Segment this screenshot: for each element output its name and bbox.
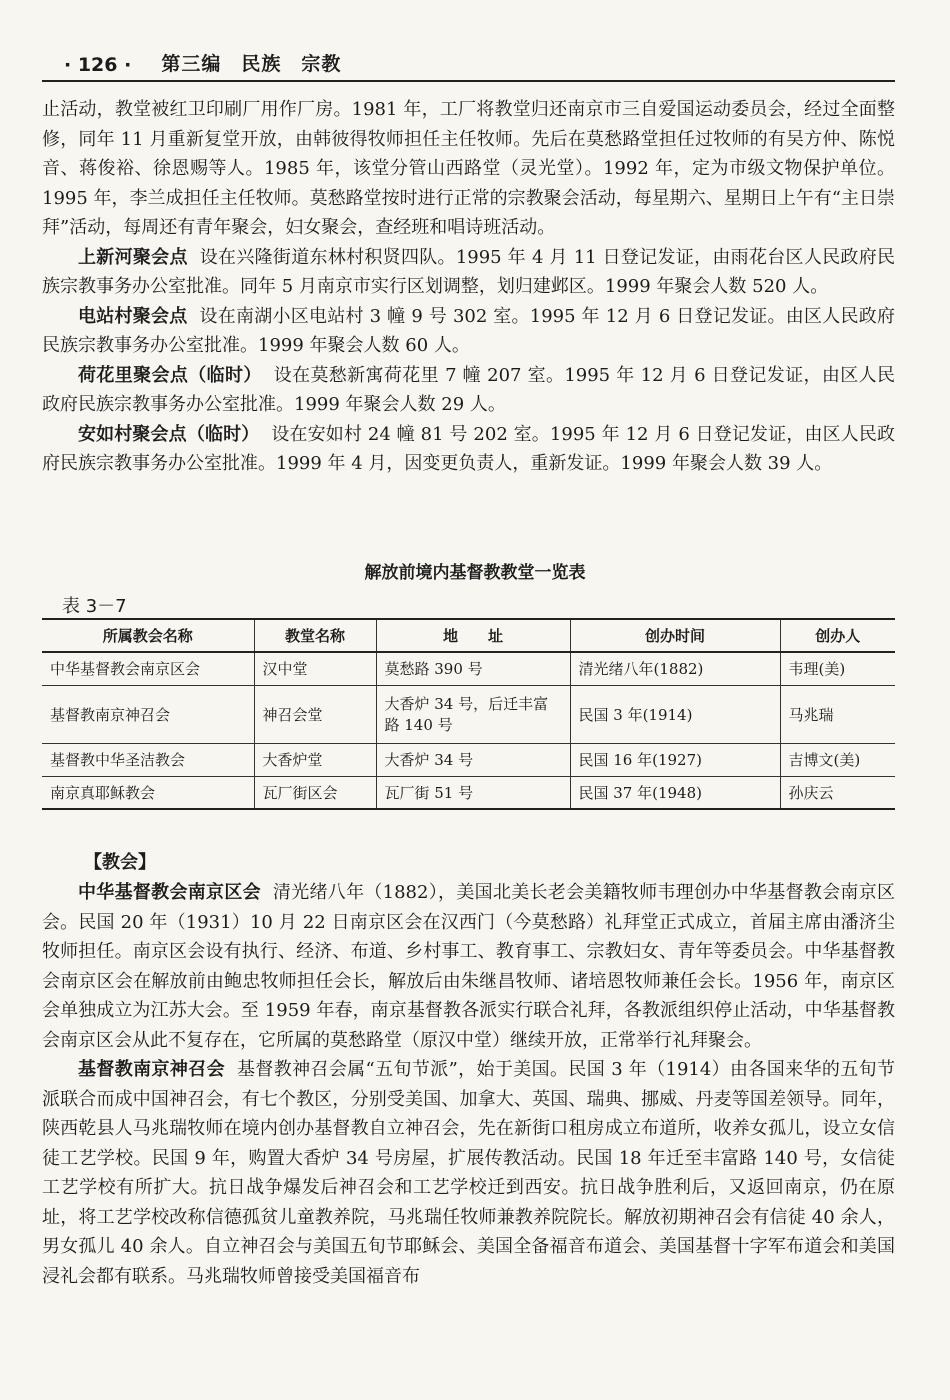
paragraph: 上新河聚会点 设在兴隆街道东林村积贤四队。1995 年 4 月 11 日登记发证，由雨花台区人民政府民族宗教事务办公室批准。同年 5 月南京市实行区划调整，划归建邺区。1999 年聚会人数 520 人。 bbox=[42, 246, 895, 297]
entry-term: 上新河聚会点 bbox=[78, 246, 188, 268]
table-cell: 中华基督教会南京区会 bbox=[42, 652, 254, 685]
table-cell: 民国 37 年(1948) bbox=[570, 776, 780, 809]
entry-term: 中华基督教会南京区会 bbox=[78, 882, 261, 903]
entry-term: 基督教南京神召会 bbox=[78, 1059, 225, 1080]
table-cell: 大香炉 34 号 bbox=[376, 743, 570, 776]
running-header bbox=[42, 50, 895, 82]
page-number: · 126 · bbox=[64, 54, 132, 76]
paragraph: 止活动，教堂被红卫印刷厂用作厂房。1981 年，工厂将教堂归还南京市三自爱国运动委员会，经过全面整修，同年 11 月重新复堂开放，由韩彼得牧师担任主任牧师。先后在莫愁路堂担任过牧师的有吴方仲、陈悦音、蒋俊裕、徐恩赐等人。1985 年，该堂分管山西路堂（灵光堂）。1992 年，定为市级文物保护单位。1995 年，李兰成担任主任牧师。莫愁路堂按时进行正常的宗教聚会活动，每星期六、星期日上午有“主日崇拜”活动，每周还有青年聚会，妇女聚会，查经班和唱诗班活动。 bbox=[42, 99, 895, 238]
table-cell: 民国 3 年(1914) bbox=[570, 685, 780, 743]
bottom-text-block bbox=[42, 878, 895, 1291]
paragraph: 安如村聚会点（临时） 设在安如村 24 幢 81 号 202 室。1995 年 12 月 6 日登记发证，由区人民政府民族宗教事务办公室批准。1999 年 4 月，因变更负责人，重新发证。1999 年聚会人数 39 人。 bbox=[42, 423, 895, 474]
entry-term: 电站村聚会点 bbox=[78, 305, 188, 327]
paragraph: 基督教南京神召会 基督教神召会属“五旬节派”，始于美国。民国 3 年（1914）由各国来华的五旬节派联合而成中国神召会，有七个教区，分别受美国、加拿大、英国、瑞典、挪威、丹麦等国差领导。同年，陕西乾县人马兆瑞牧师在境内创办基督教自立神召会，先在新街口租房成立布道所，收养女孤儿，设立女信徒工艺学校。民国 9 年，购置大香炉 34 号房屋，扩展传教活动。民国 18 年迁至丰富路 140 号，女信徒工艺学校有所扩大。抗日战争爆发后神召会和工艺学校迁到西安。抗日战争胜利后，又返回南京，仍在原址，将工艺学校改称信德孤贫儿童教养院，马兆瑞任牧师兼教养院院长。解放初期神召会有信徒 40 余人，男女孤儿 40 余人。自立神召会与美国五旬节耶稣会、美国全备福音布道会、美国基督十字军布道会和美国浸礼会都有联系。马兆瑞牧师曾接受美国福音布 bbox=[42, 1059, 896, 1287]
table-cell: 大香炉 34 号，后迁丰富路 140 号 bbox=[376, 685, 570, 743]
table-cell: 孙庆云 bbox=[780, 776, 895, 809]
table-cell: 民国 16 年(1927) bbox=[570, 743, 780, 776]
column-header: 地 址 bbox=[376, 619, 570, 652]
paragraph: 中华基督教会南京区会 清光绪八年（1882），美国北美长老会美籍牧师韦理创办中华基督教会南京区会。民国 20 年（1931）10 月 22 日南京区会在汉西门（今莫愁路）礼拜堂正式成立，首届主席由潘济尘牧师担任。南京区会设有执行、经济、布道、乡村事工、教育事工、宗教妇女、青年等委员会。中华基督教会南京区会在解放前由鲍忠牧师担任会长，解放后由朱继昌牧师、诸培恩牧师兼任会长。1956 年，南京区会单独成立为江苏大会。至 1959 年春，南京基督教各派实行联合礼拜，各教派组织停止活动，中华基督教会南京区会从此不复存在，它所属的莫愁路堂（原汉中堂）继续开放，正常举行礼拜聚会。 bbox=[42, 882, 895, 1051]
table-cell: 大香炉堂 bbox=[254, 743, 376, 776]
paragraph: 荷花里聚会点（临时） 设在莫愁新寓荷花里 7 幢 207 室。1995 年 12 月 6 日登记发证，由区人民政府民族宗教事务办公室批准。1999 年聚会人数 29 人。 bbox=[42, 364, 896, 415]
table-header-row bbox=[42, 619, 895, 652]
top-text-block bbox=[42, 95, 895, 479]
table-cell: 南京真耶稣教会 bbox=[42, 776, 254, 809]
table-cell: 瓦厂街区会 bbox=[254, 776, 376, 809]
table-cell: 神召会堂 bbox=[254, 685, 376, 743]
table-row bbox=[42, 652, 895, 685]
entry-term: 安如村聚会点（临时） bbox=[78, 423, 260, 445]
section-heading: 【教会】 bbox=[84, 852, 156, 873]
chapter-title: 第三编 民族 宗教 bbox=[161, 53, 342, 75]
table-title: 解放前境内基督教教堂一览表 bbox=[364, 563, 586, 583]
table-cell: 韦理(美) bbox=[780, 652, 895, 685]
column-header: 创办时间 bbox=[570, 619, 780, 652]
table-cell: 马兆瑞 bbox=[780, 685, 895, 743]
table-cell: 汉中堂 bbox=[254, 652, 376, 685]
table-cell: 吉博文(美) bbox=[780, 743, 895, 776]
table-cell: 瓦厂街 51 号 bbox=[376, 776, 570, 809]
column-header: 所属教会名称 bbox=[42, 619, 254, 652]
column-header: 创办人 bbox=[780, 619, 895, 652]
table-row bbox=[42, 685, 895, 743]
table-cell: 基督教南京神召会 bbox=[42, 685, 254, 743]
table-row bbox=[42, 743, 895, 776]
column-header: 教堂名称 bbox=[254, 619, 376, 652]
paragraph: 电站村聚会点 设在南湖小区电站村 3 幢 9 号 302 室。1995 年 12 月 6 日登记发证。由区人民政府民族宗教事务办公室批准。1999 年聚会人数 60 人。 bbox=[42, 305, 895, 356]
church-table bbox=[42, 618, 895, 810]
entry-term: 荷花里聚会点（临时） bbox=[78, 364, 262, 386]
table-cell: 莫愁路 390 号 bbox=[376, 652, 570, 685]
table-row bbox=[42, 776, 895, 809]
table-cell: 基督教中华圣洁教会 bbox=[42, 743, 254, 776]
table-cell: 清光绪八年(1882) bbox=[570, 652, 780, 685]
table-number: 表 3－7 bbox=[62, 596, 127, 617]
